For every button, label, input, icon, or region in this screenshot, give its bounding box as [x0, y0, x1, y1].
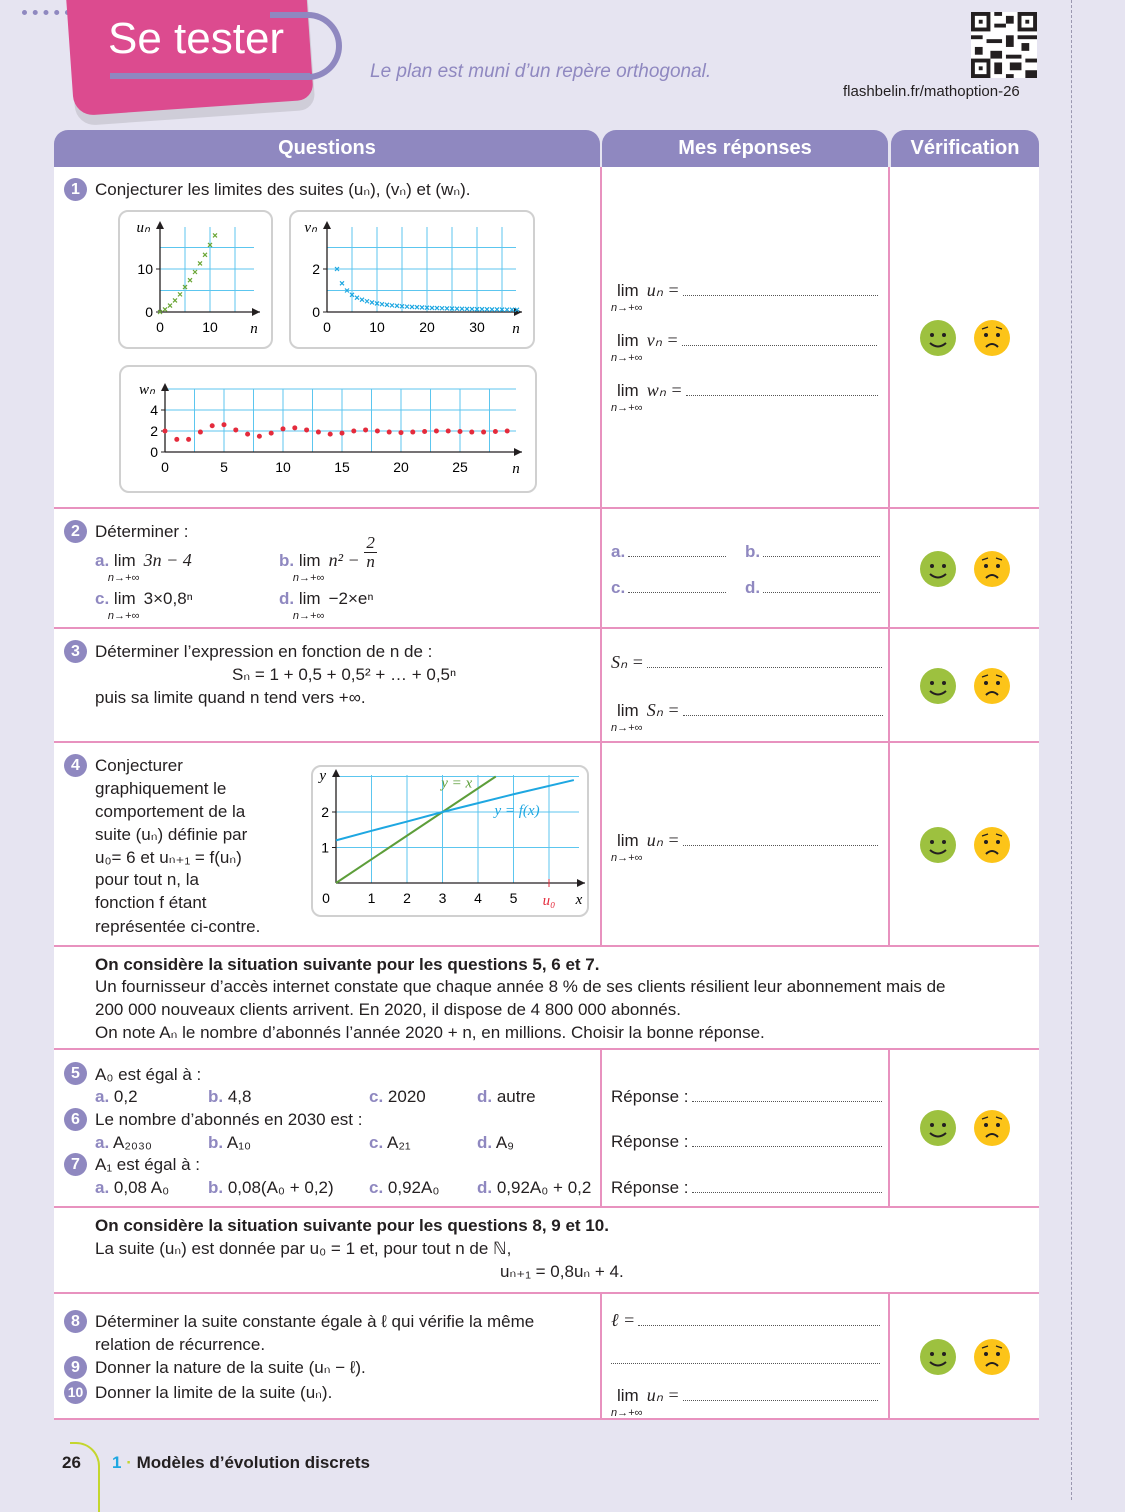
lim-under: n→+∞ [611, 402, 643, 414]
data-point [410, 305, 414, 309]
data-point [222, 422, 227, 427]
x-tick-label: 0 [156, 319, 164, 335]
lim-under: n→+∞ [611, 852, 643, 864]
item-label: c. [95, 589, 110, 608]
fraction-numerator: 2 [366, 533, 375, 553]
q2-item-c [95, 589, 193, 622]
item-expr: 3×0,8ⁿ [143, 589, 193, 608]
data-point [387, 430, 392, 435]
row-divider [54, 627, 1039, 629]
fraction-denominator: n [366, 552, 375, 572]
data-point [485, 307, 489, 311]
option[interactable]: b. 0,08(A₀ + 0,2) [208, 1178, 334, 1197]
answer-field [638, 1312, 880, 1326]
data-point [173, 298, 177, 302]
question-number-badge: 1 [64, 178, 87, 201]
data-point [355, 296, 359, 300]
question-10-text: Donner la limite de la suite (uₙ). [95, 1383, 333, 1402]
smiley-sad-icon[interactable] [974, 1339, 1010, 1375]
data-point [399, 430, 404, 435]
lim-under: n→+∞ [611, 352, 643, 364]
y-tick-label: 2 [150, 423, 158, 439]
data-point [174, 437, 179, 442]
x-tick-label: 10 [202, 319, 218, 335]
answer-expr: Sₙ = [611, 652, 644, 672]
row-divider [54, 1206, 1039, 1208]
smiley-happy-icon[interactable] [920, 1110, 956, 1146]
q4-line: pour tout n, la [95, 870, 199, 889]
subtitle: Le plan est muni d’un repère orthogonal. [370, 61, 712, 82]
answer-field [628, 579, 726, 593]
lim-under: n→+∞ [107, 610, 140, 622]
answer-line[interactable] [611, 578, 726, 598]
data-point [395, 304, 399, 308]
data-point [505, 429, 510, 434]
y-axis-arrow [323, 221, 331, 229]
answer-line[interactable] [611, 1350, 880, 1364]
x-tick-label: 1 [367, 890, 376, 906]
data-point [257, 434, 262, 439]
answer-field [683, 832, 878, 846]
answer-field [611, 1350, 880, 1364]
smiley-sad-icon[interactable] [974, 668, 1010, 704]
option[interactable]: a. 0,2 [95, 1087, 138, 1106]
question-number-badge: 5 [64, 1062, 87, 1085]
data-point [493, 429, 498, 434]
option[interactable]: b. A₁₀ [208, 1133, 252, 1152]
data-point [316, 430, 321, 435]
chart-u [120, 212, 271, 347]
answer-field [647, 654, 882, 668]
data-point [210, 423, 215, 428]
data-point [163, 429, 168, 434]
answer-line[interactable]: lim n→+∞ uₙ = [617, 1385, 878, 1406]
lim [611, 331, 643, 364]
chapter-number: 1 [112, 1453, 122, 1472]
column-divider [600, 1049, 602, 1207]
question-3-text-2: puis sa limite quand n tend vers +∞. [95, 688, 366, 707]
q4-line: graphiquement le [95, 779, 227, 798]
column-header-answers: Mes réponses [602, 130, 888, 167]
x-tick-label: 2 [403, 890, 411, 906]
item-expr: 3n − 4 [143, 550, 192, 570]
y-axis-label: uₙ [136, 220, 150, 236]
y-axis-label: vₙ [304, 220, 317, 236]
answer-field[interactable] [683, 282, 878, 296]
series-line [336, 777, 496, 884]
smiley-happy-icon[interactable] [920, 551, 956, 587]
answer-field[interactable] [682, 332, 877, 346]
column-divider [600, 1293, 602, 1419]
x-tick-label: 5 [220, 459, 228, 475]
data-point [360, 298, 364, 302]
lim-word: lim [617, 331, 639, 350]
x-axis-arrow [514, 448, 522, 456]
data-point [469, 430, 474, 435]
chart-w [121, 367, 535, 491]
answer-field [683, 702, 883, 716]
chart-u-box [118, 210, 273, 349]
origin-label: 0 [322, 890, 330, 906]
question-number-badge: 10 [64, 1381, 87, 1404]
context-formula: uₙ₊₁ = 0,8uₙ + 4. [500, 1262, 624, 1281]
data-point [455, 307, 459, 311]
q2-item-d [279, 589, 374, 622]
answer-expr: Sₙ = [646, 700, 680, 720]
lim-under: n→+∞ [292, 610, 325, 622]
lim-word: lim [617, 701, 639, 720]
row-divider [54, 1418, 1039, 1420]
question-number-badge: 6 [64, 1108, 87, 1131]
column-divider [600, 167, 602, 946]
data-point [292, 425, 297, 430]
option[interactable]: a. 0,08 A₀ [95, 1178, 170, 1197]
y-tick-label: 2 [321, 804, 329, 820]
smiley-happy-icon[interactable] [920, 827, 956, 863]
answer-field [628, 543, 726, 557]
answer-line[interactable] [611, 542, 726, 562]
q2-item-b [279, 533, 377, 584]
answer-line[interactable] [611, 330, 877, 364]
data-point [390, 303, 394, 307]
context-heading: On considère la situation suivante pour les questions 5, 6 et 7. [95, 955, 600, 974]
lim [611, 381, 643, 414]
data-point [188, 278, 192, 282]
data-point [375, 429, 380, 434]
row-divider [54, 945, 1039, 947]
answer-line[interactable]: Réponse : [611, 1087, 882, 1107]
data-point [420, 305, 424, 309]
q4-line: représentée ci-contre. [95, 917, 261, 936]
y-tick-label: 1 [321, 839, 329, 856]
item-expr: n² − [328, 550, 360, 570]
answer-label: c. [611, 578, 626, 597]
lim-word: lim [617, 281, 639, 300]
answer-field [763, 579, 880, 593]
smiley-happy-icon[interactable] [920, 320, 956, 356]
question-8-text: Déterminer la suite constante égale à ℓ qui vérifie la même [95, 1312, 535, 1331]
question-9-text: Donner la nature de la suite (uₙ − ℓ). [95, 1358, 366, 1377]
lim-under: n→+∞ [107, 572, 140, 584]
column-divider [888, 1293, 890, 1419]
question-number-badge: 9 [64, 1356, 87, 1379]
lim-word: lim [617, 381, 639, 400]
question-6-text: Le nombre d’abonnés en 2030 est : [95, 1110, 363, 1129]
q4-line: u₀= 6 et uₙ₊₁ = f(uₙ) [95, 848, 242, 867]
data-point [480, 307, 484, 311]
question-5-text: A₀ est égal à : [95, 1065, 202, 1084]
separator: · [126, 1453, 132, 1472]
answer-label: b. [745, 542, 761, 561]
data-point [385, 303, 389, 307]
x-tick-label: 15 [334, 459, 350, 475]
x-tick-label: 20 [393, 459, 409, 475]
data-point [405, 305, 409, 309]
answer-label: d. [745, 578, 761, 597]
row-divider [54, 1048, 1039, 1050]
column-header-verification: Vérification [891, 130, 1039, 167]
fraction [364, 534, 377, 571]
answer-line[interactable] [611, 830, 878, 864]
column-divider [888, 167, 890, 946]
data-point [445, 306, 449, 310]
smiley-sad-icon[interactable] [974, 551, 1010, 587]
flashbelin-link[interactable]: flashbelin.fr/mathoption-26 [843, 83, 1020, 100]
data-point [422, 429, 427, 434]
x-tick-label: 25 [452, 459, 468, 475]
x-tick-label: 3 [438, 890, 447, 906]
dotted-decoration [22, 10, 70, 15]
x-tick-label: 5 [509, 890, 518, 906]
q4-line: suite (uₙ) définie par [95, 825, 248, 844]
data-point [168, 304, 172, 308]
question-number-badge: 7 [64, 1153, 87, 1176]
option[interactable]: b. 4,8 [208, 1087, 252, 1106]
x-tick-label: 0 [323, 319, 331, 335]
y-axis-label: wₙ [139, 382, 155, 398]
y-tick-label: 10 [137, 261, 153, 277]
answer-field [692, 1088, 882, 1102]
answer-line[interactable] [611, 652, 882, 672]
data-point [370, 300, 374, 304]
question-number-badge: 8 [64, 1310, 87, 1333]
data-point [304, 427, 309, 432]
data-point [470, 307, 474, 311]
data-point [446, 429, 451, 434]
lim-word: lim [617, 1386, 639, 1405]
answer-label: a. [611, 542, 626, 561]
answer-line[interactable] [611, 700, 883, 734]
option[interactable]: c. A₂₁ [369, 1133, 411, 1152]
answer-expr: uₙ = [646, 830, 680, 850]
data-point [340, 281, 344, 285]
data-point [178, 292, 182, 296]
context-line: 200 000 nouveaux clients arrivent. En 2020, il dispose de 4 800 000 abonnés. [95, 1000, 681, 1019]
smiley-sad-icon[interactable] [974, 827, 1010, 863]
data-point [363, 427, 368, 432]
x-axis-arrow [577, 879, 585, 887]
data-point [434, 429, 439, 434]
context-line: La suite (uₙ) est donnée par u₀ = 1 et, pour tout n de ℕ, [95, 1239, 512, 1258]
chapter-title [112, 1453, 370, 1473]
chapter-name: Modèles d’évolution discrets [136, 1453, 370, 1472]
data-point [186, 437, 191, 442]
margin-dashed-line [1071, 0, 1072, 1500]
data-point [351, 429, 356, 434]
data-point [510, 308, 514, 312]
answer-field[interactable] [686, 382, 878, 396]
y-axis-arrow [332, 769, 340, 777]
q3-formula: Sₙ = 1 + 0,5 + 0,5² + … + 0,5ⁿ [232, 665, 457, 684]
data-point [213, 233, 217, 237]
data-point [380, 302, 384, 306]
series-label: y = f(x) [494, 803, 540, 819]
data-point [365, 299, 369, 303]
answer-expr: vₙ = [646, 330, 679, 350]
chart-f [313, 767, 587, 915]
answer-line[interactable] [611, 380, 878, 414]
item-label: b. [279, 551, 295, 570]
data-point [193, 270, 197, 274]
y-tick-label: 0 [150, 444, 158, 460]
answer-field [692, 1179, 882, 1193]
context-heading: On considère la situation suivante pour les questions 8, 9 et 10. [95, 1216, 609, 1235]
data-point [328, 432, 333, 437]
x-tick-label: 10 [369, 319, 385, 335]
row-divider [54, 1292, 1039, 1294]
data-point [460, 307, 464, 311]
row-divider [54, 507, 1039, 509]
answer-field [763, 543, 880, 557]
data-point [233, 427, 238, 432]
x-axis-arrow [252, 308, 260, 316]
title-underline [110, 73, 310, 79]
question-8-text: relation de récurrence. [95, 1335, 266, 1354]
page-number: 26 [62, 1453, 81, 1472]
answer-line[interactable] [745, 578, 880, 598]
lim-under: n→+∞ [292, 572, 325, 584]
y-tick-label: 0 [312, 304, 320, 320]
smiley-sad-icon[interactable] [974, 320, 1010, 356]
item-label: a. [95, 551, 110, 570]
answer-expr: wₙ = [646, 380, 683, 400]
question-3-text: Déterminer l’expression en fonction de n de : [95, 642, 433, 661]
x-axis-label: x [575, 892, 583, 908]
x-tick-label: 0 [161, 459, 169, 475]
item-label: d. [279, 589, 295, 608]
item-expr: −2×eⁿ [328, 589, 374, 608]
data-point [163, 307, 167, 311]
x-tick-label: 30 [469, 319, 485, 335]
y-axis-arrow [161, 383, 169, 391]
answer-field [692, 1133, 882, 1147]
lim-under: n→+∞ [611, 722, 643, 734]
q4-line: fonction f étant [95, 893, 207, 912]
data-point [410, 430, 415, 435]
data-point [481, 430, 486, 435]
data-point [458, 429, 463, 434]
y-tick-label: 0 [145, 304, 153, 320]
question-7-text: A₁ est égal à : [95, 1155, 200, 1174]
row-divider [54, 741, 1039, 743]
column-header-questions: Questions [54, 130, 600, 167]
qr-code-icon[interactable] [970, 12, 1038, 78]
lim [611, 281, 643, 314]
data-point [430, 306, 434, 310]
chart-w-box [119, 365, 537, 493]
x-tick-label: 20 [419, 319, 435, 335]
y-tick-label: 2 [312, 261, 320, 277]
data-point [340, 431, 345, 436]
question-2-text: Déterminer : [95, 522, 189, 541]
option[interactable]: c. 2020 [369, 1087, 426, 1106]
option[interactable]: c. 0,92A₀ [369, 1178, 440, 1197]
option[interactable]: d. A₉ [477, 1133, 514, 1152]
smiley-happy-icon[interactable] [920, 1339, 956, 1375]
u0-label: u₀ [542, 893, 556, 909]
series-label: y = x [441, 775, 473, 792]
option[interactable]: d. 0,92A₀ + 0,2 [477, 1178, 592, 1197]
y-axis-label: y [319, 768, 326, 784]
data-point [440, 306, 444, 310]
x-axis-label: n [512, 321, 520, 337]
data-point [198, 430, 203, 435]
question-number-badge: 4 [64, 754, 87, 777]
context-line: Un fournisseur d’accès internet constate que chaque année 8 % de ses clients résilient leur abonnement mais de [95, 977, 946, 996]
lim-under: n→+∞ [611, 302, 643, 314]
y-axis-arrow [156, 221, 164, 229]
data-point [505, 308, 509, 312]
data-point [269, 431, 274, 436]
smiley-happy-icon[interactable] [920, 668, 956, 704]
answer-line[interactable]: ℓ = [611, 1310, 880, 1330]
data-point [435, 306, 439, 310]
answer-line[interactable] [611, 280, 878, 314]
chart-f-box [311, 765, 589, 917]
chart-v-box [289, 210, 535, 349]
x-axis-label: n [250, 321, 258, 337]
question-1-text: Conjecturer les limites des suites (uₙ), (vₙ) et (wₙ). [95, 180, 471, 199]
data-point [490, 307, 494, 311]
context-line: On note Aₙ le nombre d’abonnés l’année 2020 + n, en millions. Choisir la bonne réponse. [95, 1023, 765, 1042]
data-point [495, 307, 499, 311]
data-point [415, 305, 419, 309]
chart-v [291, 212, 533, 347]
smiley-sad-icon[interactable] [974, 1110, 1010, 1146]
q2-item-a [95, 550, 192, 584]
y-tick-label: 4 [150, 402, 158, 418]
x-tick-label: 10 [275, 459, 291, 475]
page-title: Se tester [108, 14, 285, 63]
answer-line[interactable]: Réponse : [611, 1132, 882, 1152]
lim-word: lim [113, 551, 136, 570]
q4-line: comportement de la [95, 802, 246, 821]
q4-line: Conjecturer [95, 756, 183, 775]
option[interactable]: d. autre [477, 1087, 536, 1106]
answer-expr: uₙ = [646, 280, 680, 300]
column-divider [888, 1049, 890, 1207]
lim-word: lim [113, 589, 136, 608]
lim-word: lim [298, 551, 321, 570]
x-axis-label: n [512, 461, 520, 477]
answer-field [683, 1387, 878, 1401]
data-point [203, 253, 207, 257]
data-point [281, 426, 286, 431]
lim-word: lim [298, 589, 321, 608]
answer-line[interactable]: Réponse : [611, 1178, 882, 1198]
question-number-badge: 3 [64, 640, 87, 663]
lim-word: lim [617, 831, 639, 850]
option[interactable]: a. A₂₀₃₀ [95, 1133, 152, 1152]
data-point [465, 307, 469, 311]
data-point [198, 261, 202, 265]
x-tick-label: 4 [474, 890, 482, 906]
question-number-badge: 2 [64, 520, 87, 543]
answer-line[interactable] [745, 542, 880, 562]
data-point [245, 432, 250, 437]
footer-curve [70, 1442, 100, 1512]
lim-under: n→+∞ [611, 1407, 643, 1419]
